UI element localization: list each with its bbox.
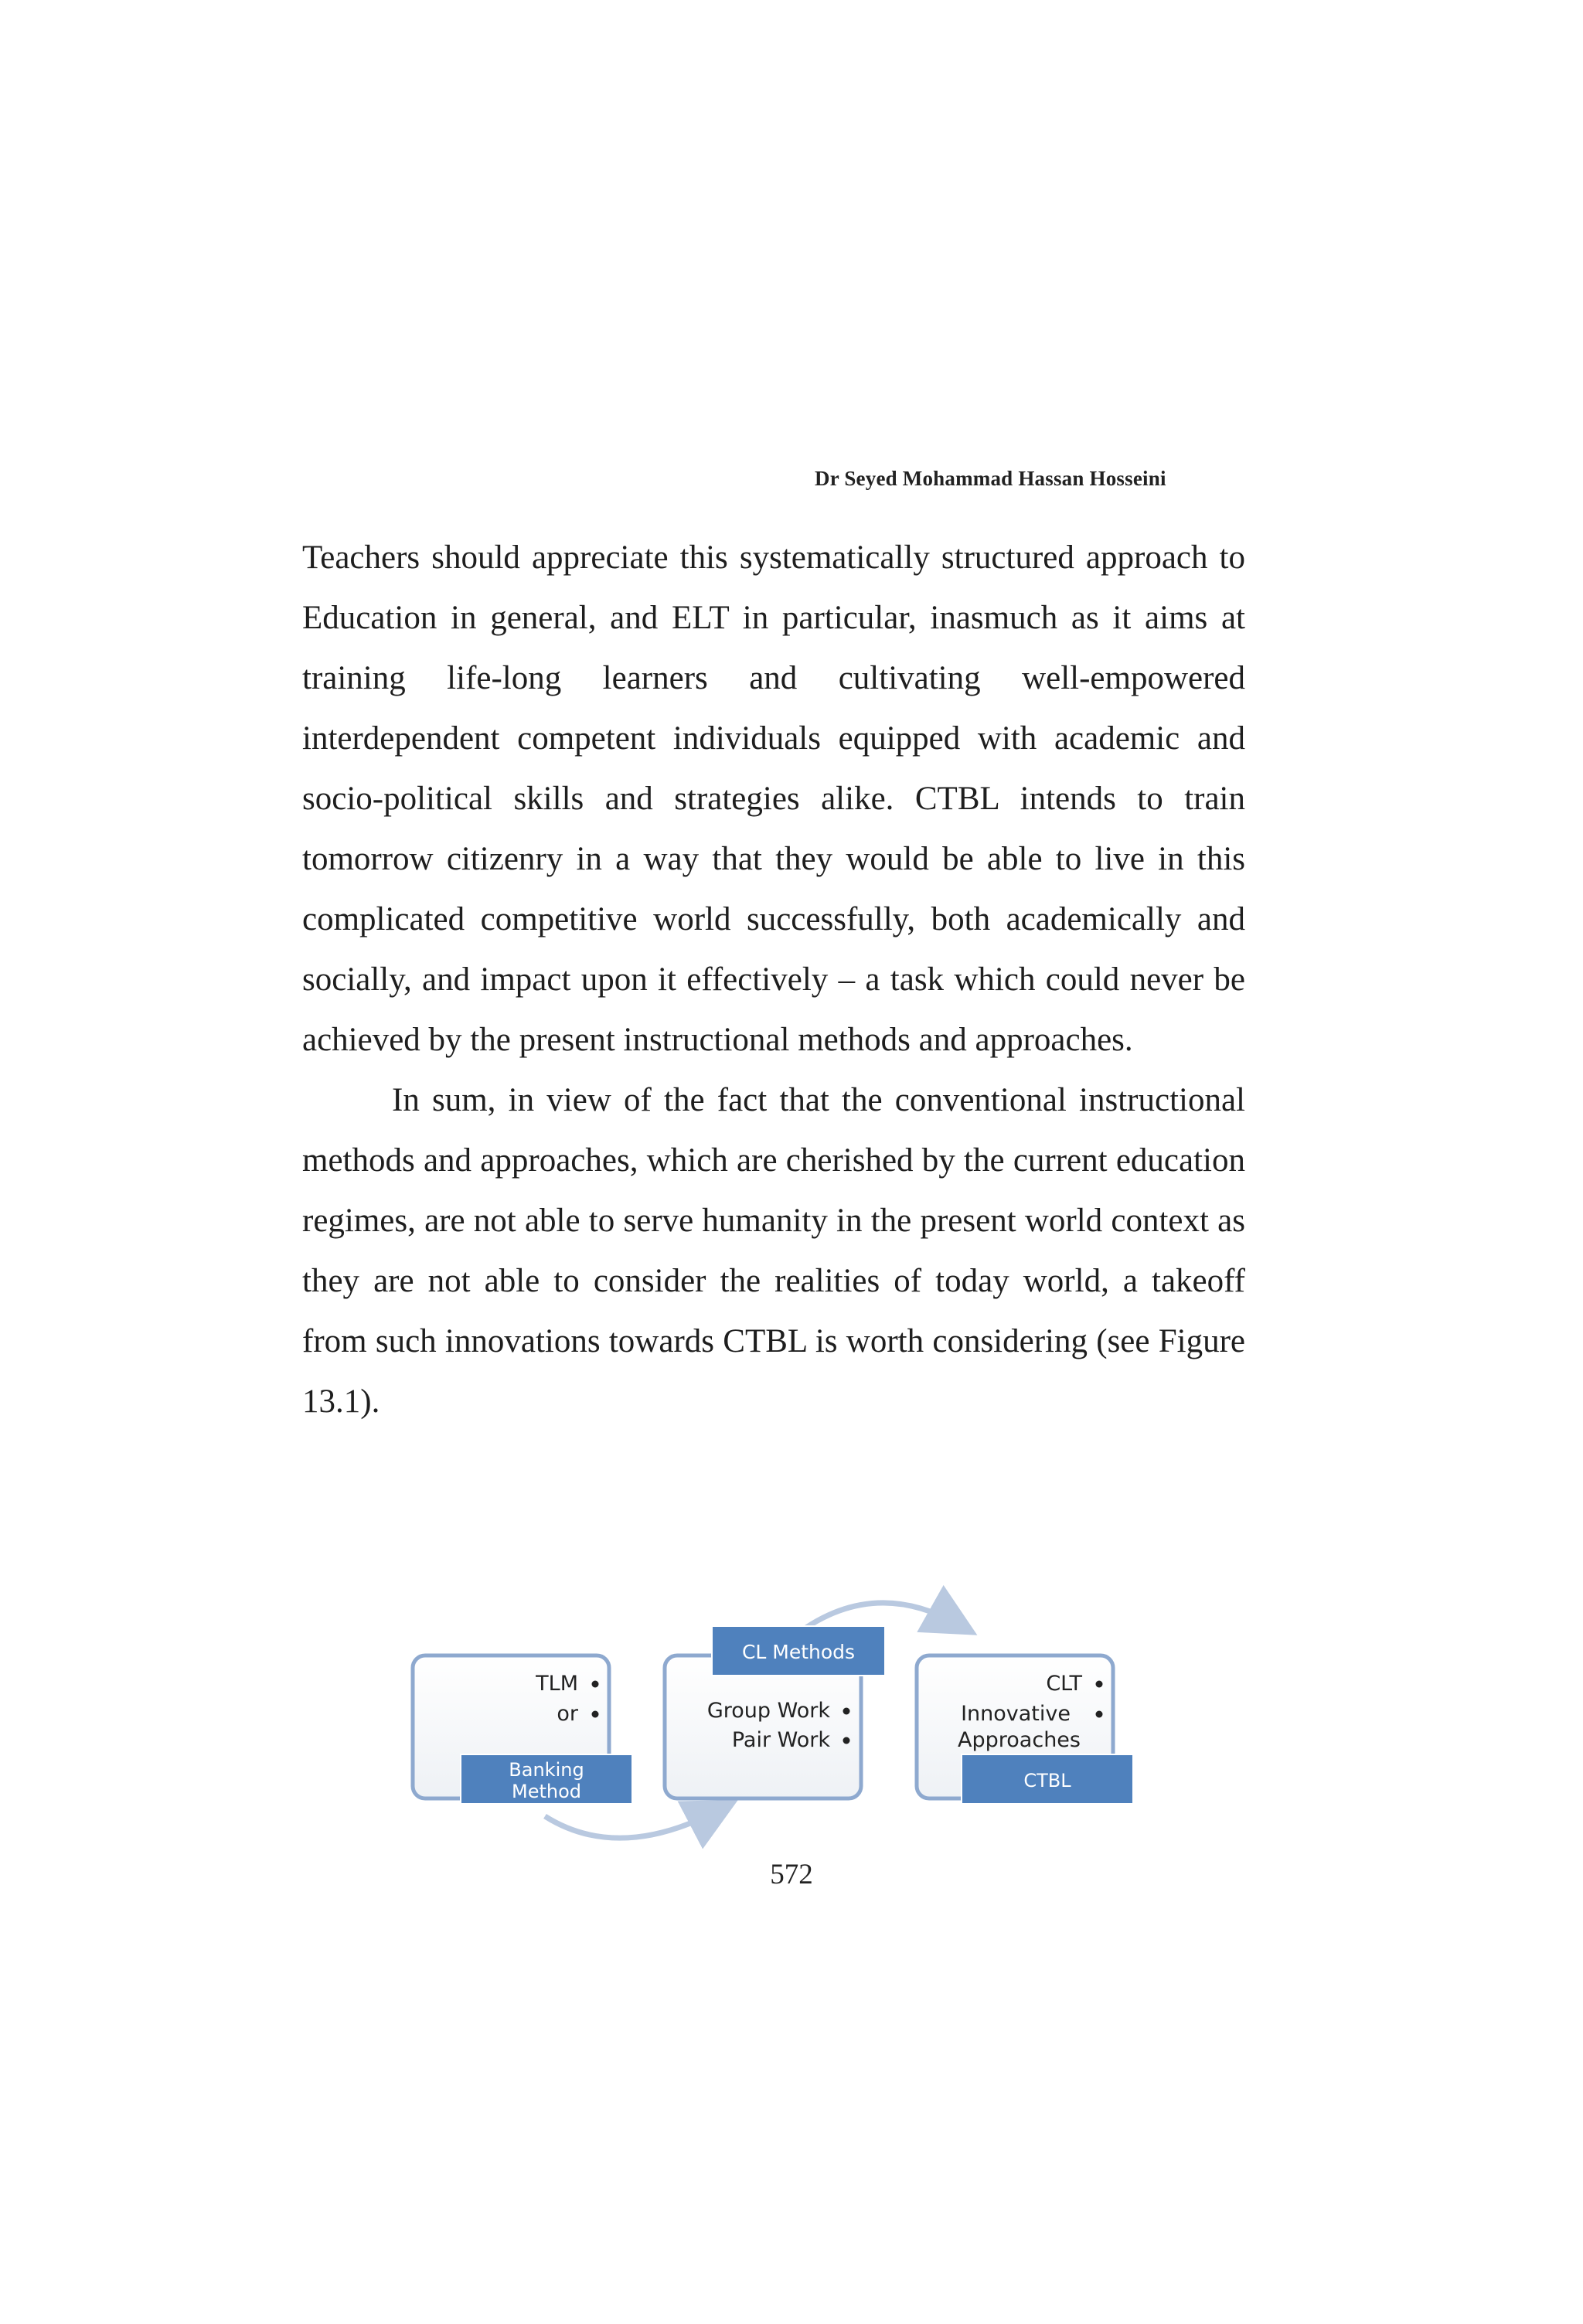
bullet-icon (1096, 1681, 1103, 1688)
box1-item-or: or (557, 1702, 578, 1726)
box2-item-pair-work: Pair Work (731, 1728, 830, 1752)
banking-method-label-line2: Method (511, 1781, 582, 1802)
banking-method-label-line1: Banking (509, 1759, 584, 1781)
ctbl-label: CTBL (1023, 1770, 1071, 1791)
box3-item-innovative: Innovative (961, 1702, 1071, 1726)
diagram-box-banking-method (413, 1655, 632, 1804)
paragraph-2: In sum, in view of the fact that the conventional instructional methods and approaches, which are cherished by the current education regimes, are not able to serve humanity in the present world context as they are not able to consider the realities of today world, a takeoff from such innovations towards CTBL is worth considering (see Figure 13.1). (302, 1082, 1245, 1420)
figure-13-1-diagram (402, 1569, 1144, 1855)
box1-item-tlm: TLM (536, 1672, 578, 1696)
box3-item-approaches: Approaches (958, 1728, 1081, 1752)
bullet-icon (592, 1711, 599, 1718)
body-text (302, 528, 1245, 1432)
page-number: 572 (770, 1859, 813, 1890)
diagram-box-cl-methods (665, 1626, 885, 1798)
bullet-icon (843, 1737, 850, 1744)
bullet-icon (843, 1708, 850, 1715)
box2-item-group-work: Group Work (706, 1699, 830, 1723)
cl-methods-label: CL Methods (741, 1641, 856, 1663)
box3-item-clt: CLT (1046, 1672, 1082, 1696)
running-header-author: Dr Seyed Mohammad Hassan Hosseini (815, 467, 1166, 490)
arrow-bottom-curve (545, 1810, 719, 1838)
paragraph-1: Teachers should appreciate this systematically structured approach to Education in general, and ELT in particular, inasmuch as it aims at training life-long learners and cultivating well-empowered interdependent competent individuals equipped with academic and socio-political skills and strategies alike. CTBL intends to train tomorrow citizenry in a way that they would be able to live in this complicated competitive world successfully, both academically and socially, and impact upon it effectively – a task which could never be achieved by the present instructional methods and approaches. (302, 539, 1245, 1058)
bullet-icon (592, 1681, 599, 1688)
diagram-box-ctbl (917, 1655, 1133, 1804)
bullet-icon (1096, 1711, 1103, 1718)
